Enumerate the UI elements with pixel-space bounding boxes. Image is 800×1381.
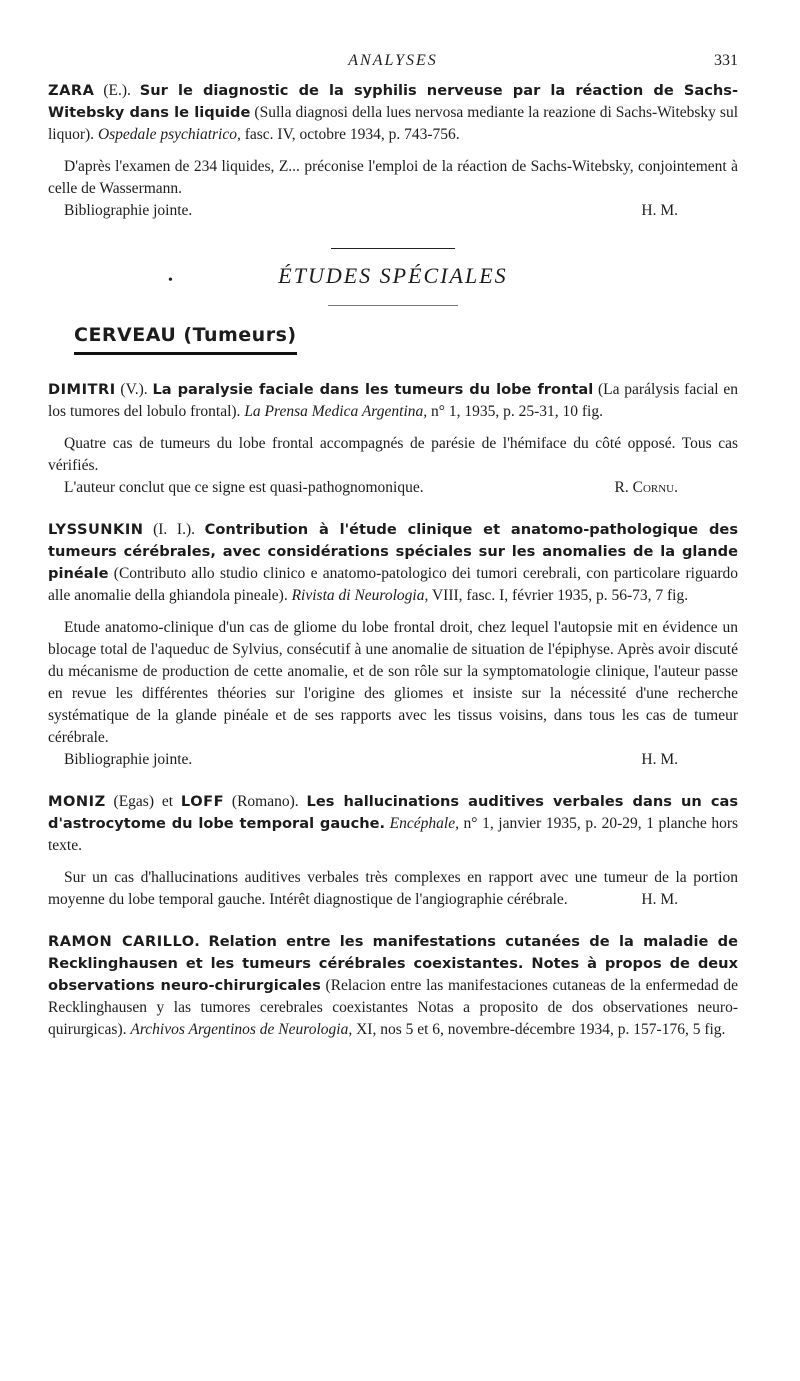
- entry-initial: (V.).: [120, 381, 148, 398]
- abstract-entry-ramon-carillo: [48, 931, 738, 1041]
- abstract-entry-moniz: [48, 791, 738, 911]
- entry-title: Sur le diagnostic de la syphilis nerveuse par la réaction de Sachs-Witebsky dans le liquide: [48, 82, 739, 121]
- entry-initial: (E.).: [103, 82, 131, 99]
- entry-footer: [48, 749, 738, 771]
- entry-details: n° 1, janvier 1935, p. 20-29, 1 planche hors texte.: [48, 815, 739, 854]
- entry-signature: H. M.: [641, 891, 678, 908]
- entry-body: [48, 867, 738, 911]
- entry-connector: et: [161, 793, 174, 810]
- entry-note: Bibliographie jointe.: [64, 202, 193, 219]
- entry-initial: (I. I.).: [153, 521, 196, 538]
- subsection-heading: CERVEAU (Tumeurs): [74, 324, 297, 355]
- bullet-mark: •: [168, 273, 175, 288]
- running-head: [48, 52, 738, 80]
- entry-author: RAMON CARILLO.: [48, 933, 201, 950]
- entry-author: MONIZ: [48, 793, 106, 810]
- entry-translation: (La parálysis facial en los tumores del lobulo frontal).: [48, 381, 739, 420]
- entry-citation: [48, 791, 738, 857]
- running-title: ANALYSES: [348, 52, 438, 69]
- page-number: 331: [714, 52, 738, 69]
- entry-coinitial: (Romano).: [231, 793, 299, 810]
- entry-citation: [48, 519, 738, 607]
- entry-details: VIII, fasc. I, février 1935, p. 56-73, 7 fig.: [431, 587, 689, 604]
- entry-citation: [48, 931, 738, 1041]
- entry-signature: R. Cornu.: [614, 479, 678, 496]
- entry-details: fasc. IV, octobre 1934, p. 743-756.: [244, 126, 460, 143]
- abstract-entry-zara: [48, 80, 738, 222]
- subsection-heading-wrap: [48, 324, 297, 355]
- entry-translation: (Sulla diagnosi della lues nervosa mediante la reazione di Sachs-Witebsky sul liquor).: [48, 104, 739, 143]
- entry-translation: (Relacion entre las manifestaciones cutaneas de la enfermedad de Recklinghausen y las tumores cerebrales coexistantes Notas a proposito de dos observationes neuro-quirurgicas).: [48, 977, 739, 1038]
- entry-title: Relation entre les manifestations cutanées de la maladie de Recklinghausen et les tumeurs cérébrales coexistantes. Notes à propos de deux observations neuro-chirurgicales: [48, 933, 738, 994]
- divider-rule-small: [328, 305, 458, 306]
- entry-signature: H. M.: [641, 202, 678, 219]
- entry-conclusion: L'auteur conclut que ce signe est quasi-pathognomonique.: [64, 479, 424, 496]
- entry-title: Les hallucinations auditives verbales dans un cas d'astrocytome du lobe temporal gauche.: [48, 793, 739, 832]
- entry-footer: [48, 200, 738, 222]
- entry-title: La paralysie faciale dans les tumeurs du lobe frontal: [152, 381, 594, 398]
- entry-author: DIMITRI: [48, 381, 116, 398]
- divider-rule: [331, 248, 455, 249]
- entry-journal: Rivista di Neurologia,: [291, 587, 429, 604]
- entry-coauthor: LOFF: [180, 793, 225, 810]
- abstract-entry-lyssunkin: [48, 519, 738, 771]
- entry-body: D'après l'examen de 234 liquides, Z... préconise l'emploi de la réaction de Sachs-Witebsky, conjointement à celle de Wassermann.: [48, 158, 738, 197]
- entry-body: Etude anatomo-clinique d'un cas de gliome du lobe frontal droit, chez lequel l'autopsie mit en évidence un blocage total de l'aqueduc de Sylvius, consécutif à une anomalie de situation de l'épiphyse. Après avoir discuté du mécanisme de production de cette anomalie, et de son rôle sur la symptomatologie clinique, l'auteur passe en revue les différentes théories sur l'origine des gliomes et insiste sur la nécessité d'une recherche systématique de la glande pinéale et de ses rapports avec les tissus voisins, dans tous les cas de tumeur cérébrale.: [48, 619, 738, 746]
- entry-title: Contribution à l'étude clinique et anatomo-pathologique des tumeurs cérébrales, avec considérations spéciales sur les anomalies de la glande pinéale: [48, 521, 739, 582]
- entry-journal: Ospedale psychiatrico,: [97, 126, 241, 143]
- abstract-entry-dimitri: [48, 379, 738, 499]
- entry-author: LYSSUNKIN: [48, 521, 144, 538]
- entry-body-text: Sur un cas d'hallucinations auditives verbales très complexes en rapport avec une tumeur de la portion moyenne du lobe temporal gauche. Intérêt diagnostique de l'angiographie cérébrale.: [48, 869, 738, 908]
- entry-journal: La Prensa Medica Argentina,: [244, 403, 428, 420]
- entry-initial: (Egas): [113, 793, 154, 810]
- page: [48, 52, 738, 1041]
- entry-details: n° 1, 1935, p. 25-31, 10 fig.: [431, 403, 603, 420]
- section-title: [48, 263, 738, 289]
- entry-note: Bibliographie jointe.: [64, 751, 193, 768]
- entry-signature: H. M.: [641, 751, 678, 768]
- entry-footer: [48, 477, 738, 499]
- entry-body: Quatre cas de tumeurs du lobe frontal accompagnés de parésie de l'hémiface du côté opposé. Tous cas vérifiés.: [48, 435, 738, 474]
- entry-journal: Encéphale,: [389, 815, 459, 832]
- entry-journal: Archivos Argentinos de Neurologia,: [130, 1021, 353, 1038]
- section-title-text: ÉTUDES SPÉCIALES: [278, 263, 508, 288]
- entry-details: XI, nos 5 et 6, novembre-décembre 1934, p. 157-176, 5 fig.: [356, 1021, 726, 1038]
- entry-author: ZARA: [48, 82, 95, 99]
- entry-translation: (Contributo allo studio clinico e anatomo-patologico dei tumori cerebrali, con particolare riguardo alle anomalie della ghiandola pineale).: [48, 565, 738, 604]
- entry-citation: [48, 80, 738, 146]
- entry-citation: [48, 379, 738, 423]
